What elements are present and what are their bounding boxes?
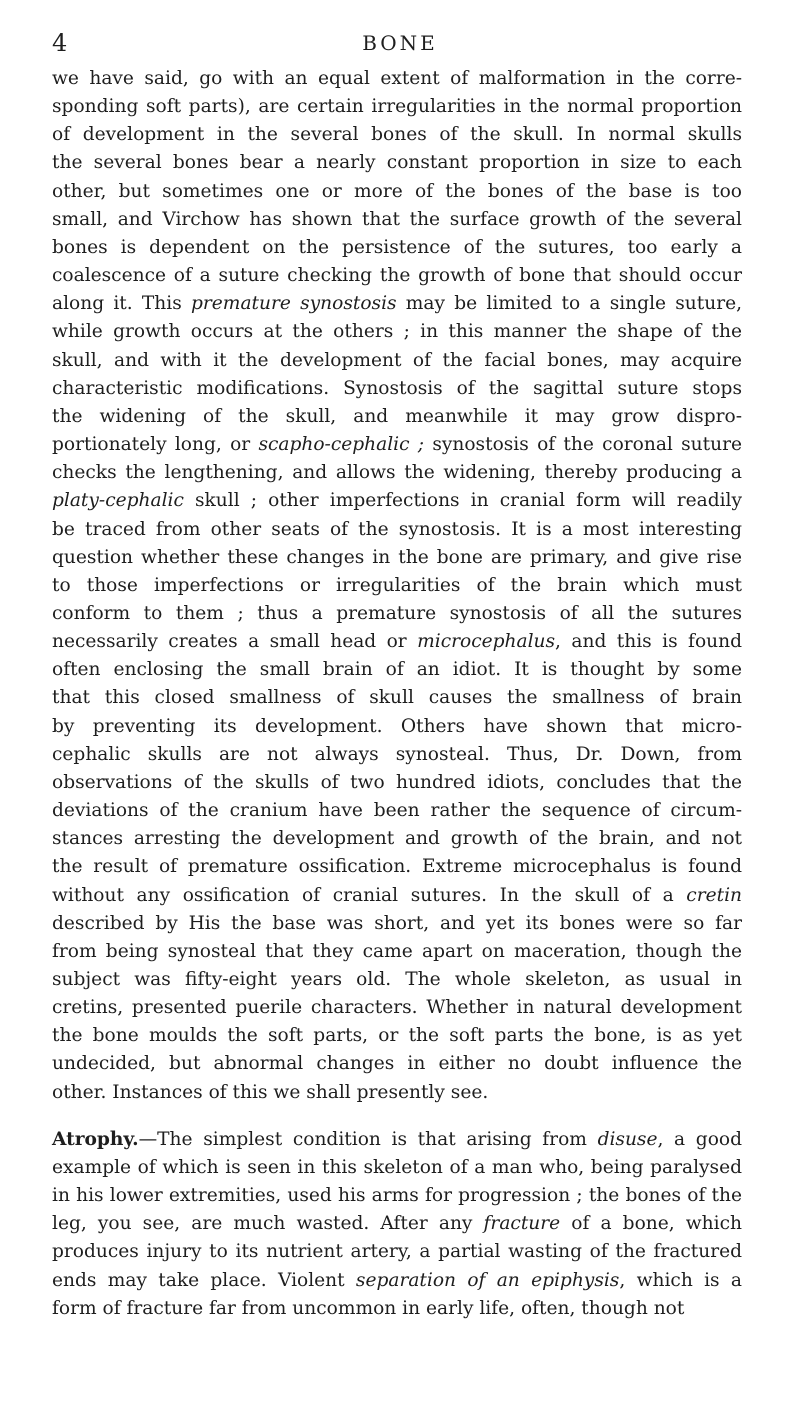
text-line xyxy=(52,234,742,262)
text-run: observations of the skulls of two hundred idiots, concludes that the xyxy=(52,771,742,793)
text-run: cephalic skulls are not always synosteal. Thus, Dr. Down, from xyxy=(52,743,742,765)
running-head xyxy=(52,28,748,58)
text-line xyxy=(52,1210,742,1238)
text-run: small, and Virchow has shown that the surface growth of the several xyxy=(52,208,742,230)
text-line xyxy=(52,910,742,938)
text-line xyxy=(52,1022,742,1050)
page-number: 4 xyxy=(52,29,68,57)
text-run: described by His the base was short, and yet its bones were so far xyxy=(52,912,742,934)
text-line xyxy=(52,1154,742,1182)
text-run: without any ossification of cranial sutures. In the skull of a xyxy=(52,884,687,906)
text-line xyxy=(52,516,742,544)
text-run: cretins, presented puerile characters. Whether in natural development xyxy=(52,997,742,1019)
italic-term: platy-cephalic xyxy=(52,490,184,512)
running-title: BONE xyxy=(362,31,438,55)
text-run: along it. This xyxy=(52,293,192,315)
text-line xyxy=(52,1182,742,1210)
text-line xyxy=(52,572,742,600)
text-line xyxy=(52,1238,742,1266)
italic-term: scapho-cephalic ; xyxy=(258,434,425,456)
section-run-in-heading: Atrophy. xyxy=(52,1128,139,1150)
text-run: the several bones bear a nearly constant proportion in size to each xyxy=(52,152,742,174)
text-run: we have said, go with an equal extent of malformation in the corre- xyxy=(52,68,742,89)
text-line xyxy=(52,178,742,206)
text-line xyxy=(52,262,742,290)
text-run: undecided, but abnormal changes in either no doubt influence the xyxy=(52,1053,742,1075)
italic-term: disuse xyxy=(597,1128,658,1150)
text-run: , which is a xyxy=(619,1269,742,1291)
italic-term: premature synostosis xyxy=(191,293,397,315)
text-run: of a bone, which xyxy=(560,1213,742,1235)
text-line xyxy=(52,853,742,881)
text-run: stances arresting the development and growth of the brain, and not xyxy=(52,828,742,850)
text-run: other, but sometimes one or more of the bones of the base is too xyxy=(52,180,742,202)
text-run: skull ; other imperfections in cranial form will readily xyxy=(183,490,742,512)
text-line xyxy=(52,656,742,684)
text-run: other. Instances of this we shall presently see. xyxy=(52,1081,489,1103)
text-run: question whether these changes in the bone are primary, and give rise xyxy=(52,546,742,568)
text-run: in his lower extremities, used his arms for progression ; the bones of the xyxy=(52,1185,742,1207)
text-run: the bone moulds the soft parts, or the soft parts the bone, is as yet xyxy=(52,1025,742,1047)
text-run: conform to them ; thus a premature synostosis of all the sutures xyxy=(52,602,742,624)
text-run: leg, you see, are much wasted. After any xyxy=(52,1213,484,1235)
text-line xyxy=(52,403,742,431)
text-line xyxy=(52,1267,742,1295)
text-line xyxy=(52,628,742,656)
text-run: ends may take place. Violent xyxy=(52,1269,356,1291)
text-line xyxy=(52,1079,742,1107)
text-line xyxy=(52,600,742,628)
paragraph xyxy=(52,65,742,1107)
text-run: of development in the several bones of the skull. In normal skulls xyxy=(52,124,742,146)
text-run: skull, and with it the development of the facial bones, may acquire xyxy=(52,349,742,371)
text-run: bones is dependent on the persistence of the sutures, too early a xyxy=(52,236,742,258)
text-line xyxy=(52,1126,742,1154)
text-line xyxy=(52,825,742,853)
text-line xyxy=(52,459,742,487)
text-run: subject was fifty-eight years old. The whole skeleton, as usual in xyxy=(52,969,742,990)
paragraph xyxy=(52,1126,742,1323)
italic-term: fracture xyxy=(483,1213,561,1235)
text-line xyxy=(52,797,742,825)
text-line xyxy=(52,149,742,177)
text-run: characteristic modifications. Synostosis of the sagittal suture stops xyxy=(52,377,742,399)
text-line xyxy=(52,769,742,797)
italic-term: cretin xyxy=(686,884,742,906)
text-run: coalescence of a suture checking the growth of bone that should occur xyxy=(52,265,742,287)
text-line xyxy=(52,684,742,712)
text-line xyxy=(52,544,742,572)
text-line xyxy=(52,713,742,741)
text-run: by preventing its development. Others have shown that micro- xyxy=(52,715,742,737)
text-line xyxy=(52,882,742,910)
text-run: may be limited to a single suture, xyxy=(396,293,743,315)
text-run: checks the lengthening, and allows the widening, thereby producing a xyxy=(52,462,742,484)
text-run: that this closed smallness of skull causes the smallness of brain xyxy=(52,687,742,709)
body-text xyxy=(52,65,742,1323)
text-line xyxy=(52,994,742,1022)
text-run: to those imperfections or irregularities of the brain which must xyxy=(52,574,742,596)
text-run: from being synosteal that they came apart on maceration, though the xyxy=(52,940,742,962)
text-run: —The simplest condition is that arising from xyxy=(138,1128,598,1150)
text-line xyxy=(52,290,742,318)
text-run: example of which is seen in this skeleton of a man who, being paralysed xyxy=(52,1156,742,1178)
text-line xyxy=(52,65,742,93)
text-run: be traced from other seats of the synostosis. It is a most interesting xyxy=(52,518,742,540)
text-line xyxy=(52,741,742,769)
text-line xyxy=(52,206,742,234)
italic-term: separation of an epiphysis xyxy=(355,1269,620,1291)
text-line xyxy=(52,93,742,121)
italic-term: microcephalus xyxy=(417,631,556,653)
text-line xyxy=(52,1295,742,1323)
text-line xyxy=(52,938,742,966)
text-run: often enclosing the small brain of an idiot. It is thought by some xyxy=(52,659,742,681)
text-line xyxy=(52,487,742,515)
text-line xyxy=(52,431,742,459)
text-run: necessarily creates a small head or xyxy=(52,631,418,653)
text-run: the widening of the skull, and meanwhile it may grow dispro- xyxy=(52,405,742,427)
text-run: , and this is found xyxy=(555,631,742,653)
text-line xyxy=(52,1050,742,1078)
text-run: produces injury to its nutrient artery, a partial wasting of the fractured xyxy=(52,1241,742,1263)
text-run: form of fracture far from uncommon in early life, often, though not xyxy=(52,1297,685,1319)
text-line xyxy=(52,121,742,149)
text-run: while growth occurs at the others ; in this manner the shape of the xyxy=(52,321,742,343)
text-run: the result of premature ossification. Extreme microcephalus is found xyxy=(52,856,742,878)
text-line xyxy=(52,375,742,403)
text-line xyxy=(52,966,742,994)
text-run: synostosis of the coronal suture xyxy=(424,434,742,456)
text-line xyxy=(52,318,742,346)
text-run: , a good xyxy=(657,1128,742,1150)
text-line xyxy=(52,347,742,375)
text-run: sponding soft parts), are certain irregularities in the normal proportion xyxy=(52,96,742,118)
text-run: portionately long, or xyxy=(52,434,259,456)
text-run: deviations of the cranium have been rather the sequence of circum- xyxy=(52,800,742,822)
